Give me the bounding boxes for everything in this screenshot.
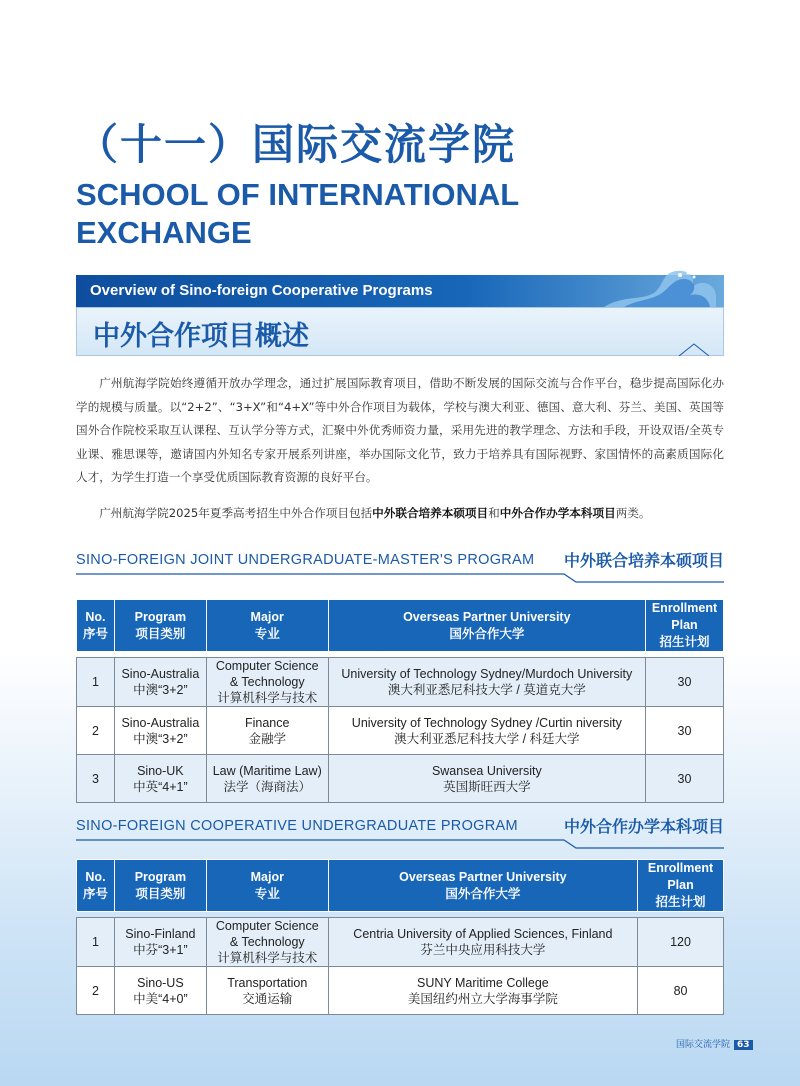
- banner-title-en: Overview of Sino-foreign Cooperative Programs: [90, 282, 433, 299]
- section-banner: [76, 275, 724, 356]
- table-row: 1 Sino-Finland 中芬“3+1” Computer Science & Technology 计算机科学与技术 Centria University of Applied Sciences, Finland 芬兰中央应用科技大学 120: [77, 918, 724, 967]
- section-title-cn: 中外合作办学本科项目: [563, 817, 724, 836]
- col-university: Overseas Partner University 国外合作大学: [328, 600, 645, 652]
- table-row: 3 Sino-UK 中英“4+1” Law (Maritime Law) 法学（海商法） Swansea University 英国斯旺西大学 30: [77, 755, 724, 803]
- table-row: 2 Sino-US 中美“4+0” Transportation 交通运输 SUNY Maritime College 美国纽约州立大学海事学院 80: [77, 967, 724, 1015]
- intro-paragraph-2: 广州航海学院2025年夏季高考招生中外合作项目包括中外联合培养本硕项目和中外合作办学本科项目两类。: [99, 506, 651, 520]
- section-title-en: SINO-FOREIGN JOINT UNDERGRADUATE-MASTER'S PROGRAM: [76, 552, 535, 568]
- banner-title-cn: 中外合作项目概述: [93, 321, 309, 352]
- section-title-en: SINO-FOREIGN COOPERATIVE UNDERGRADUATE PROGRAM: [76, 818, 518, 834]
- footer-label: 国际交流学院: [676, 1040, 731, 1050]
- page-footer: [676, 1037, 753, 1051]
- page-number: 63: [734, 1040, 753, 1050]
- col-major: Major 专业: [206, 860, 328, 912]
- joint-program-table: [76, 599, 724, 803]
- col-plan: Enrollment Plan 招生计划: [646, 600, 724, 652]
- chevron-down-icon: [679, 342, 709, 356]
- col-no: No. 序号: [77, 600, 115, 652]
- table-row: 2 Sino-Australia 中澳“3+2” Finance 金融学 University of Technology Sydney /Curtin niversity 澳大利亚悉尼科技大学 / 科廷大学 30: [77, 707, 724, 755]
- page-title-en: SCHOOL OF INTERNATIONAL EXCHANGE: [76, 177, 519, 250]
- table-row: 1 Sino-Australia 中澳“3+2” Computer Science & Technology 计算机科学与技术 University of Technology Sydney/Murdoch University 澳大利亚悉尼科技大学 / 莫道克大学 30: [77, 658, 724, 707]
- wave-icon: [584, 265, 724, 315]
- col-program: Program 项目类别: [114, 860, 206, 912]
- col-plan: Enrollment Plan 招生计划: [638, 860, 724, 912]
- section-title-cn: 中外联合培养本硕项目: [563, 551, 724, 570]
- table-header-row: [77, 600, 724, 652]
- page-title-cn: （十一）国际交流学院: [76, 120, 517, 169]
- col-no: No. 序号: [77, 860, 115, 912]
- section-heading-joint: [76, 548, 724, 578]
- col-major: Major 专业: [206, 600, 328, 652]
- intro-paragraph-1: 广州航海学院始终遵循开放办学理念，通过扩展国际教育项目，借助不断发展的国际交流与合作平台，稳步提高国际化办学的规模与质量。以“2+2”、“3+X”和“4+X”等中外合作项目为载体，学校与澳大利亚、德国、意大利、芬兰、美国、英国等国外合作院校采取互认课程、互认学分等方式，汇聚中外优秀师资力量，采用先进的教学理念、方法和手段，开设双语/全英专业课、雅思课等，邀请国内外知名专家开展系列讲座，举办国际文化节，致力于培养具有国际视野、家国情怀的高素质国际化人才，为学生打造一个享受优质国际教育资源的良好平台。: [76, 376, 724, 485]
- cooperative-program-table: [76, 859, 724, 1015]
- section-heading-cooperative: [76, 814, 724, 844]
- table-header-row: [77, 860, 724, 912]
- col-university: Overseas Partner University 国外合作大学: [328, 860, 637, 912]
- col-program: Program 项目类别: [114, 600, 206, 652]
